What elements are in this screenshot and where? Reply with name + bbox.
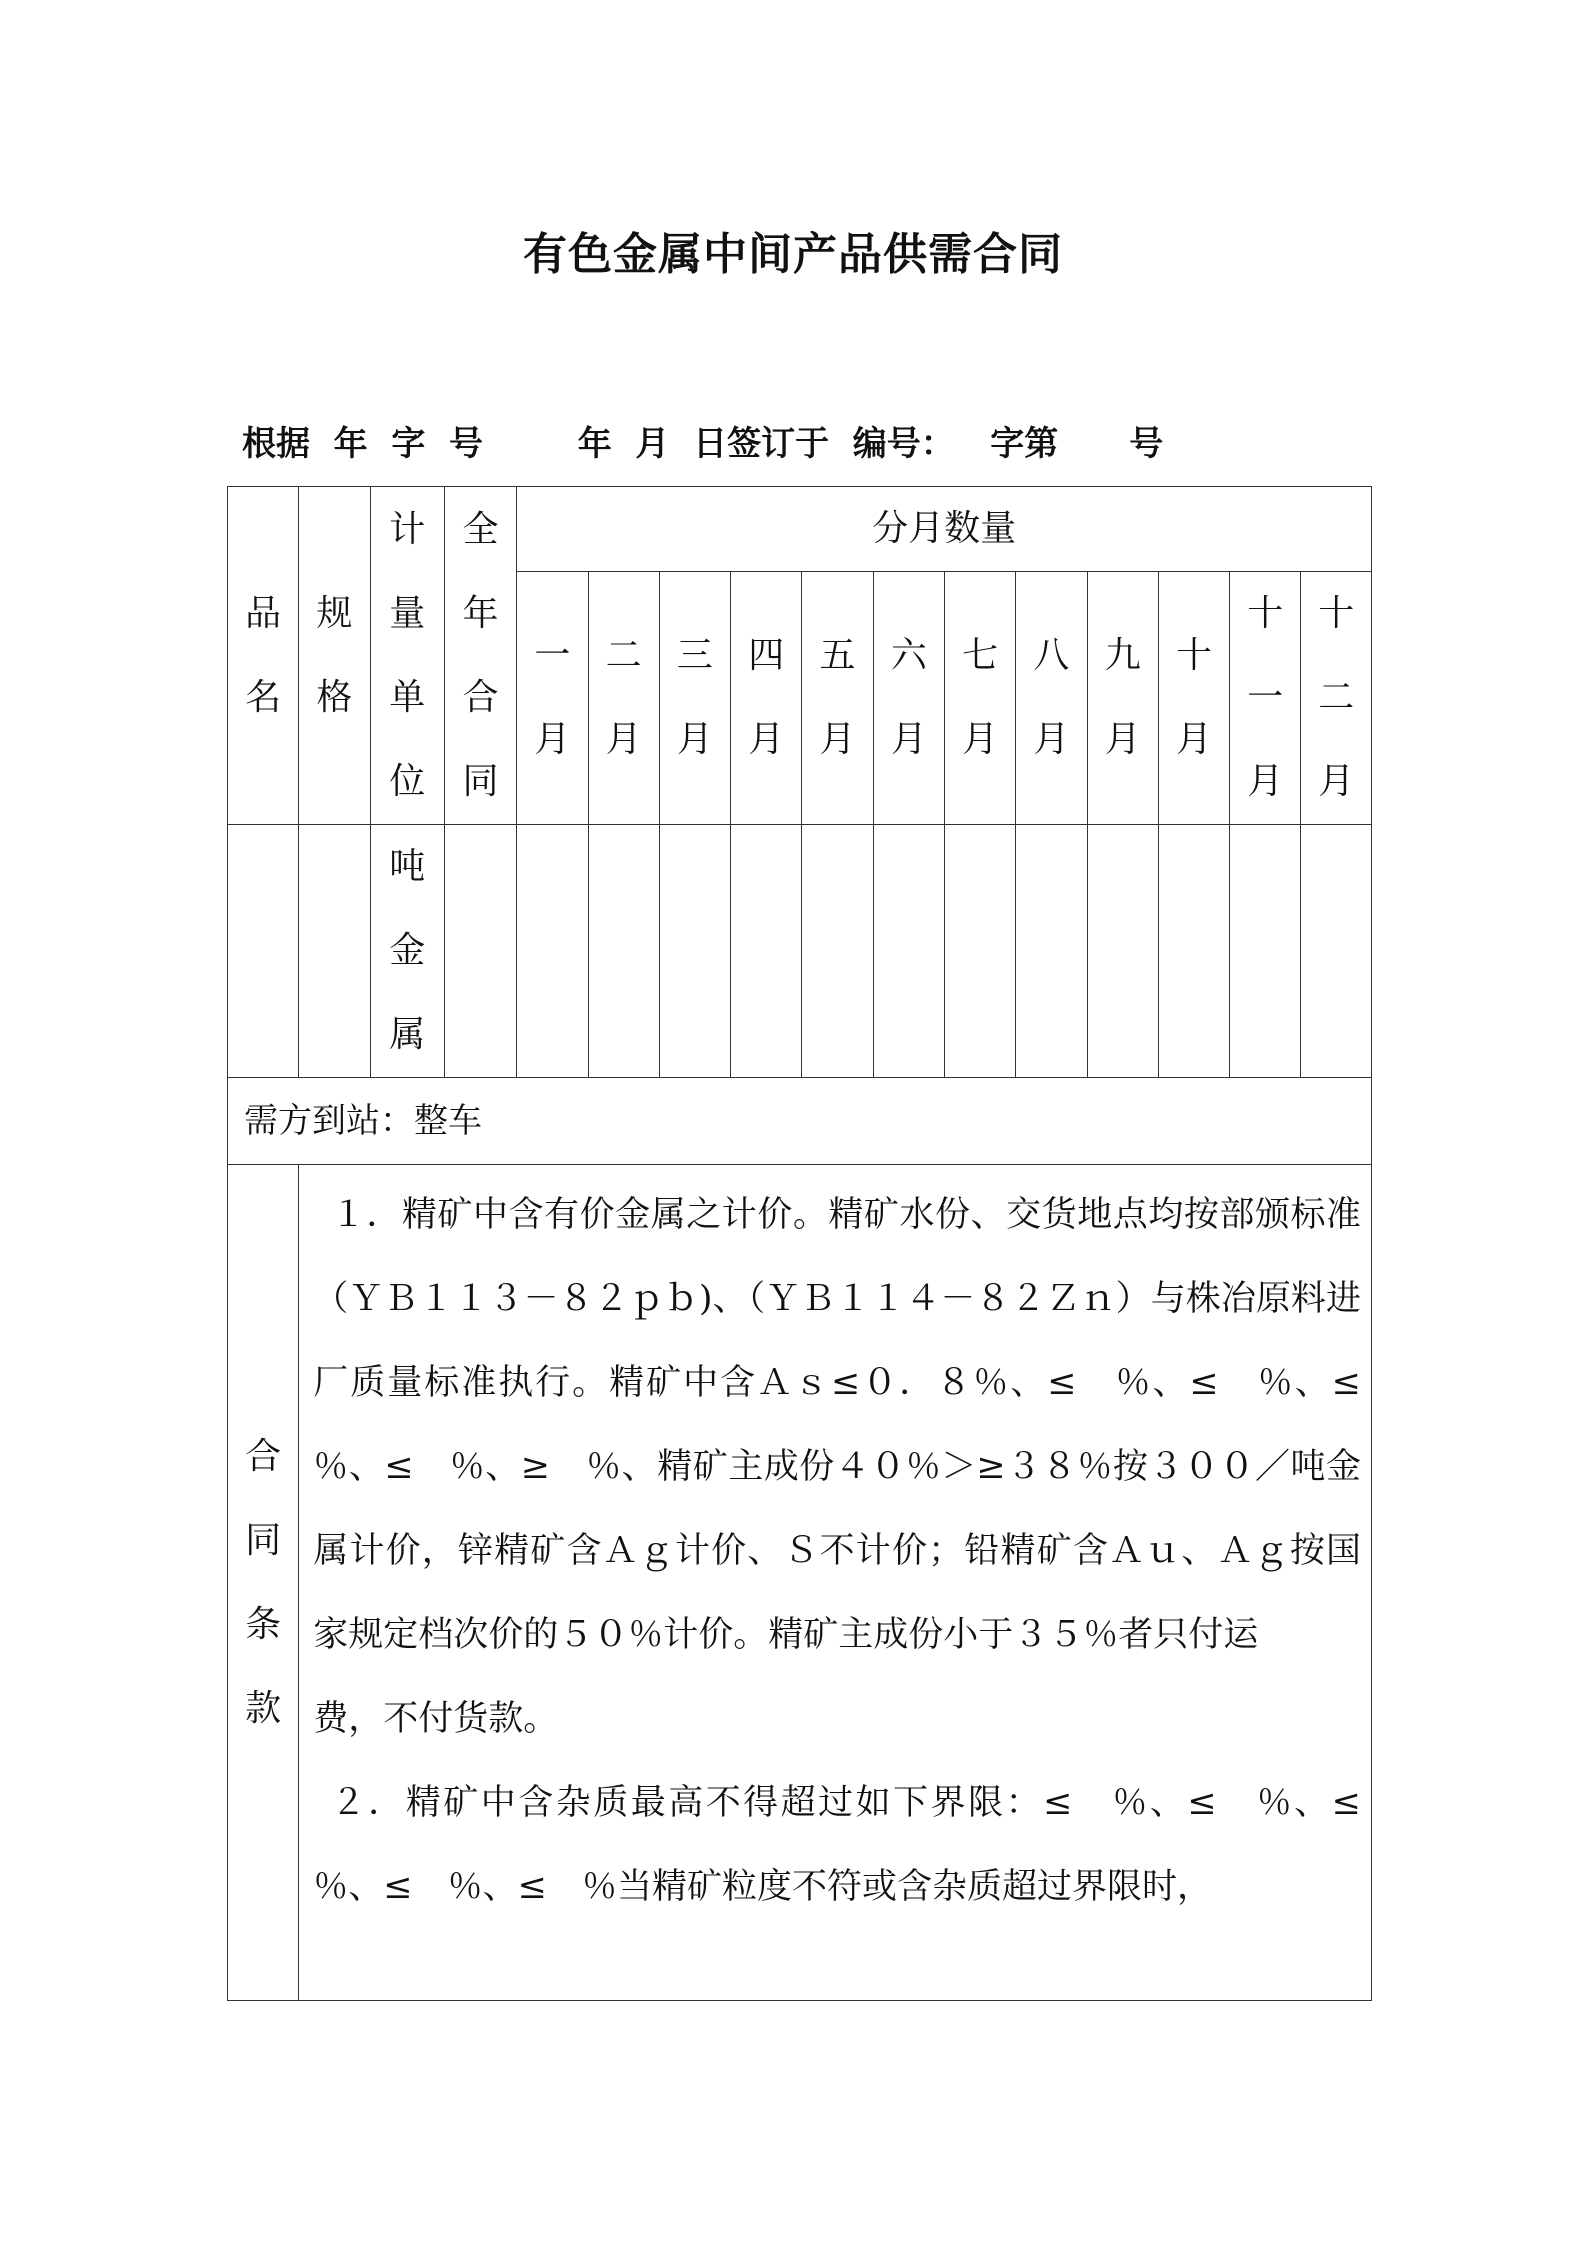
header-month-10: 十月 (1158, 572, 1229, 825)
terms-label: 合同条款 (228, 1165, 299, 2001)
header-spec: 规格 (299, 487, 370, 825)
header-monthly-quantity: 分月数量 (517, 487, 1372, 572)
terms-paragraph-1-continued: 费，不付货款。 (313, 1699, 559, 1739)
cell-product-name[interactable] (228, 825, 299, 1078)
header-month-3: 三月 (659, 572, 730, 825)
header-annual-contract: 全年合同 (444, 487, 516, 825)
cell-month-2[interactable] (588, 825, 659, 1078)
cell-month-1[interactable] (517, 825, 588, 1078)
terms-paragraph-1: １．精矿中含有价金属之计价。精矿水份、交货地点均按部颁标准（ＹＢ１１３－８２ｐｂ)、（ＹＢ１１４－８２Ｚｎ）与株冶原料进厂质量标准执行。精矿中含Ａｓ≤０．８％、≤ ％、≤ ％、≤ ％、≤ ％、≥ ％、精矿主成份４０％＞≥３８％按３００／吨金属计价，锌精矿含Ａｇ计价、Ｓ不计价；铅精矿含Ａｕ、Ａｇ按国家规定档次价的５０％计价。精矿主成份小于３５％者只付运 (313, 1195, 1361, 1655)
cell-month-12[interactable] (1301, 825, 1372, 1078)
terms-body (299, 1165, 1397, 2001)
header-product-name: 品名 (228, 487, 299, 825)
contract-reference-line: 根据 年 字 号 年 月 日签订于 编号： 字第 号 (242, 424, 1164, 464)
cell-month-7[interactable] (944, 825, 1015, 1078)
cell-spec[interactable] (299, 825, 370, 1078)
header-month-2: 二月 (588, 572, 659, 825)
header-month-6: 六月 (873, 572, 944, 825)
cell-month-6[interactable] (873, 825, 944, 1078)
cell-annual-contract[interactable] (444, 825, 516, 1078)
cell-month-4[interactable] (731, 825, 802, 1078)
header-month-7: 七月 (944, 572, 1015, 825)
header-unit: 计量单位 (370, 487, 444, 825)
cell-month-10[interactable] (1158, 825, 1229, 1078)
terms-paragraph-2: ２．精矿中含杂质最高不得超过如下界限：≤ ％、≤ ％、≤ ％、≤ ％、≤ ％当精矿粒度不符或含杂质超过界限时， (313, 1783, 1397, 1907)
document-title: 有色金属中间产品供需合同 (523, 229, 1063, 280)
header-month-5: 五月 (802, 572, 873, 825)
header-month-11: 十一月 (1230, 572, 1301, 825)
delivery-station: 需方到站：整车 (228, 1078, 1372, 1165)
cell-unit: 吨金属 (370, 825, 444, 1078)
cell-month-11[interactable] (1230, 825, 1301, 1078)
header-month-12: 十二月 (1301, 572, 1372, 825)
contract-table (227, 486, 1397, 2001)
header-month-8: 八月 (1016, 572, 1087, 825)
cell-month-9[interactable] (1087, 825, 1158, 1078)
cell-month-8[interactable] (1016, 825, 1087, 1078)
header-month-9: 九月 (1087, 572, 1158, 825)
cell-month-3[interactable] (659, 825, 730, 1078)
header-month-4: 四月 (731, 572, 802, 825)
cell-month-5[interactable] (802, 825, 873, 1078)
header-month-1: 一月 (517, 572, 588, 825)
